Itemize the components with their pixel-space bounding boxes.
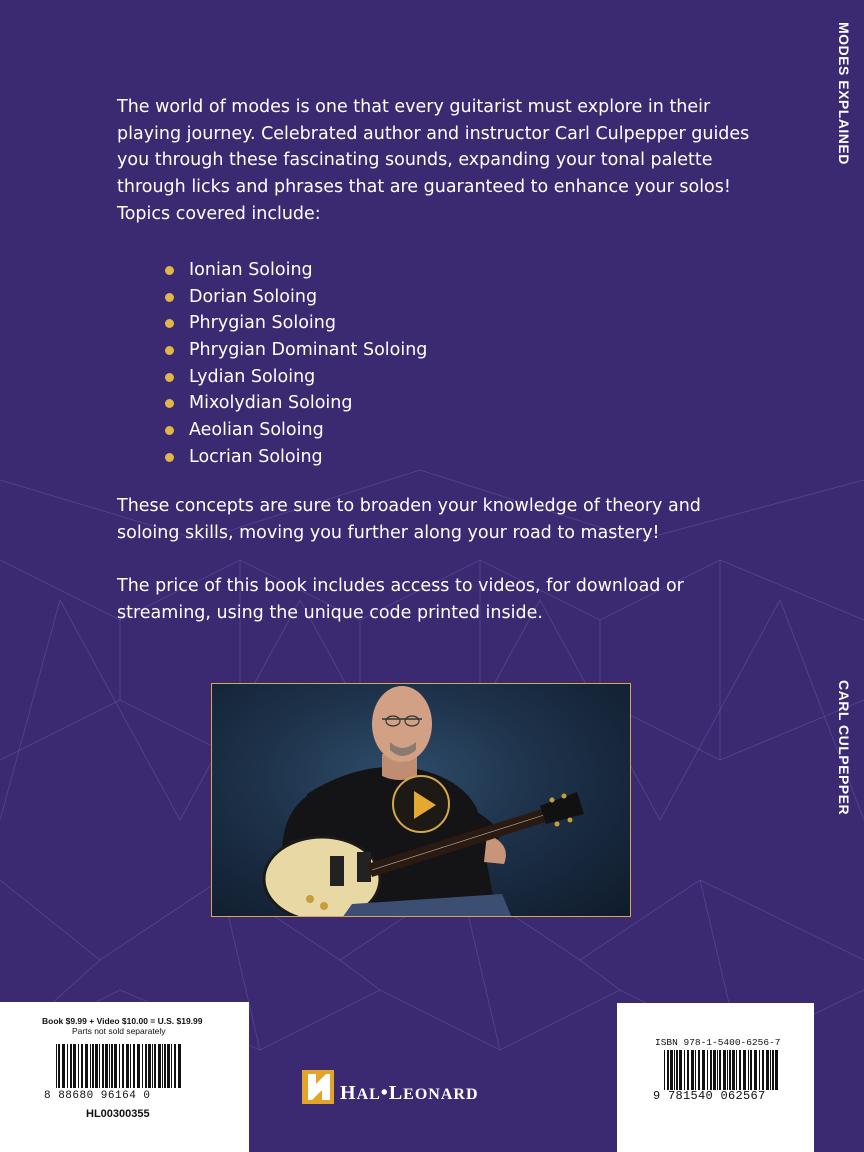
bullet-icon [165, 293, 174, 302]
list-item: Mixolydian Soloing [162, 390, 427, 417]
price-line: Book $9.99 + Video $10.00 = U.S. $19.99 [42, 1016, 203, 1026]
isbn-box [617, 1003, 814, 1152]
price-box [0, 1002, 249, 1152]
upc-number: 8 88680 96164 0 [44, 1090, 151, 1102]
parts-note: Parts not sold separately [72, 1026, 166, 1036]
list-item: Locrian Soloing [162, 444, 427, 471]
list-item: Lydian Soloing [162, 364, 427, 391]
topics-list [162, 257, 427, 471]
play-button[interactable] [392, 775, 450, 833]
spine-author: CARL CULPEPPER [836, 680, 852, 816]
list-item: Aeolian Soloing [162, 417, 427, 444]
list-item: Ionian Soloing [162, 257, 427, 284]
bullet-icon [165, 426, 174, 435]
bullet-icon [165, 453, 174, 462]
isbn-barcode-number: 9 781540 062567 [653, 1089, 766, 1103]
list-item: Phrygian Soloing [162, 310, 427, 337]
play-icon [414, 791, 436, 819]
bullet-icon [165, 373, 174, 382]
upc-barcode [56, 1044, 184, 1088]
concepts-paragraph: These concepts are sure to broaden your knowledge of theory and soloing skills, moving you further along your road to mastery! [117, 496, 701, 543]
isbn-text: ISBN 978-1-5400-6256-7 [655, 1037, 781, 1048]
hal-leonard-logo-icon [302, 1070, 334, 1104]
video-thumbnail[interactable] [211, 683, 631, 917]
bullet-icon [165, 266, 174, 275]
publisher-name: HAL•LEONARD [340, 1082, 479, 1104]
spine-title: MODES EXPLAINED [836, 22, 852, 165]
isbn-barcode [664, 1050, 778, 1090]
product-code: HL00300355 [86, 1108, 150, 1120]
bullet-icon [165, 346, 174, 355]
bullet-icon [165, 319, 174, 328]
bullet-icon [165, 399, 174, 408]
list-item: Dorian Soloing [162, 284, 427, 311]
list-item: Phrygian Dominant Soloing [162, 337, 427, 364]
price-note-paragraph: The price of this book includes access to videos, for download or streaming, using the unique code printed inside. [117, 576, 684, 623]
intro-paragraph: The world of modes is one that every guitarist must explore in their playing journey. Celebrated author and instructor Carl Culpepper guides you through these fascinating sounds, expanding your tonal palette through licks and phrases that are guaranteed to enhance your solos! Topics covered include: [117, 97, 750, 224]
